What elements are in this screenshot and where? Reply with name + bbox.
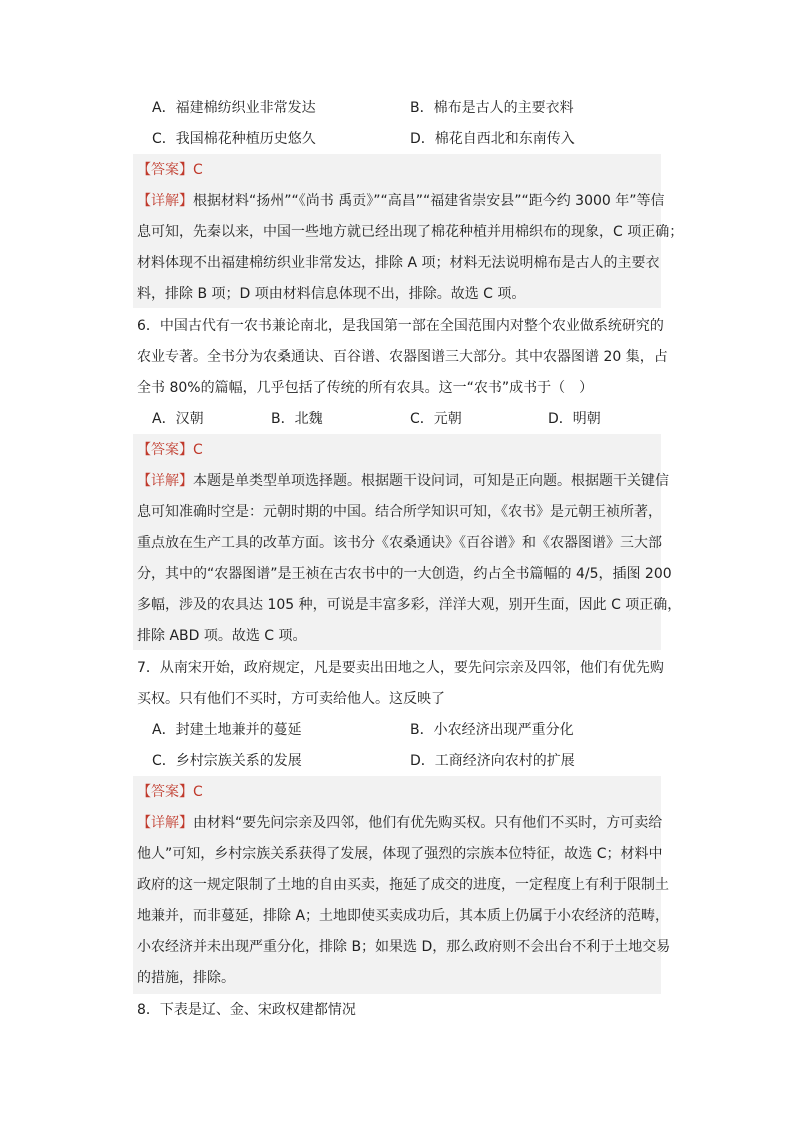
q5-detail-line-4: 料，排除 B 项；D 项由材料信息体现不出，排除。故选 C 项。 [137,286,526,302]
q7-stem-line-2: 买权。只有他们不买时，方可卖给他人。这反映了 [137,691,445,707]
q5-answer-value: C [193,162,203,178]
q6-option-d: D．明朝 [548,411,601,427]
q6-answer [137,439,203,461]
q5-detail-line-3: 材料体现不出福建棉纺织业非常发达，排除 A 项；材料无法说明棉布是古人的主要衣 [137,255,660,271]
q6-detail-line-2: 息可知准确时空是：元朝时期的中国。结合所学知识可知，《农书》是元朝王祯所著， [137,504,662,520]
q7-answer-value: C [193,784,203,800]
q6-detail-line-5: 多幅，涉及的农具达 105 种，可说是丰富多彩，洋洋大观，别开生面，因此 C 项正确， [137,597,682,613]
q7-detail-line-4: 地兼并，而非蔓延，排除 A；土地即使买卖成功后，其本质上仍属于小农经济的范畴， [137,908,670,924]
q5-detail-line-2: 息可知，先秦以来，中国一些地方就已经出现了棉花种植并用棉织布的现象，C 项正确； [137,224,684,240]
q5-answer-label: 【答案】 [137,162,193,178]
q7-option-b: B．小农经济出现严重分化 [410,722,574,738]
q6-detail-line-1: 【详解】本题是单类型单项选择题。根据题干设问词，可知是正向题。根据题干关键信 [137,473,669,489]
q7-detail-line-5: 小农经济并未出现严重分化，排除 B；如果选 D，那么政府则不会出台不利于土地交易 [137,939,671,955]
q6-stem-line-3: 全书 80%的篇幅，几乎包括了传统的所有农具。这一“农书”成书于（ ） [137,380,594,396]
q7-option-a: A．封建土地兼并的蔓延 [152,722,302,738]
q6-stem-line-2: 农业专著。全书分为农桑通诀、百谷谱、农器图谱三大部分。其中农器图谱 20 集，占 [137,349,668,365]
q7-option-d: D．工商经济向农村的扩展 [410,753,575,769]
q6-detail-label: 【详解】 [137,473,193,489]
q6-stem-line-1: 6．中国古代有一农书兼论南北，是我国第一部在全国范围内对整个农业做系统研究的 [137,318,664,334]
q7-stem-line-1: 7．从南宋开始，政府规定，凡是要卖出田地之人，要先问宗亲及四邻，他们有优先购 [137,660,664,676]
q7-detail-line-2: 他人”可知，乡村宗族关系获得了发展，体现了强烈的宗族本位特征，故选 C；材料中 [137,846,663,862]
q6-detail-line-4: 分，其中的“农器图谱”是王祯在古农书中的一大创造，约占全书篇幅的 4/5，插图 200 [137,566,672,582]
q6-option-a: A．汉朝 [152,411,204,427]
q5-option-c: C．我国棉花种植历史悠久 [152,131,316,147]
q5-option-d: D．棉花自西北和东南传入 [410,131,575,147]
q5-option-a: A．福建棉纺织业非常发达 [152,100,316,116]
q7-detail-line-3: 政府的这一规定限制了土地的自由买卖，拖延了成交的进度，一定程度上有利于限制土 [137,877,669,893]
q6-detail-line-6: 排除 ABD 项。故选 C 项。 [137,628,307,644]
q6-option-c: C．元朝 [410,411,462,427]
q7-detail-line-1: 【详解】由材料“要先问宗亲及四邻，他们有优先购买权。只有他们不买时，方可卖给 [137,815,663,831]
q5-answer [137,159,203,181]
q8-stem: 8．下表是辽、金、宋政权建都情况 [137,1002,356,1018]
q5-option-b: B．棉布是古人的主要衣料 [410,100,574,116]
q7-detail-line-6: 的措施，排除。 [137,970,235,986]
q5-detail-line-1: 【详解】根据材料“扬州”“《尚书 禹贡》”“高昌”“福建省崇安县”“距今约 3000 年”等信 [137,193,665,209]
q7-detail-label: 【详解】 [137,815,193,831]
q6-answer-value: C [193,442,203,458]
q6-option-b: B．北魏 [271,411,323,427]
q6-answer-label: 【答案】 [137,442,193,458]
q5-detail-label: 【详解】 [137,193,193,209]
q7-answer-label: 【答案】 [137,784,193,800]
q7-answer [137,781,203,803]
q7-option-c: C．乡村宗族关系的发展 [152,753,302,769]
q6-detail-line-3: 重点放在生产工具的改革方面。该书分《农桑通诀》《百谷谱》和《农器图谱》三大部 [137,535,662,551]
